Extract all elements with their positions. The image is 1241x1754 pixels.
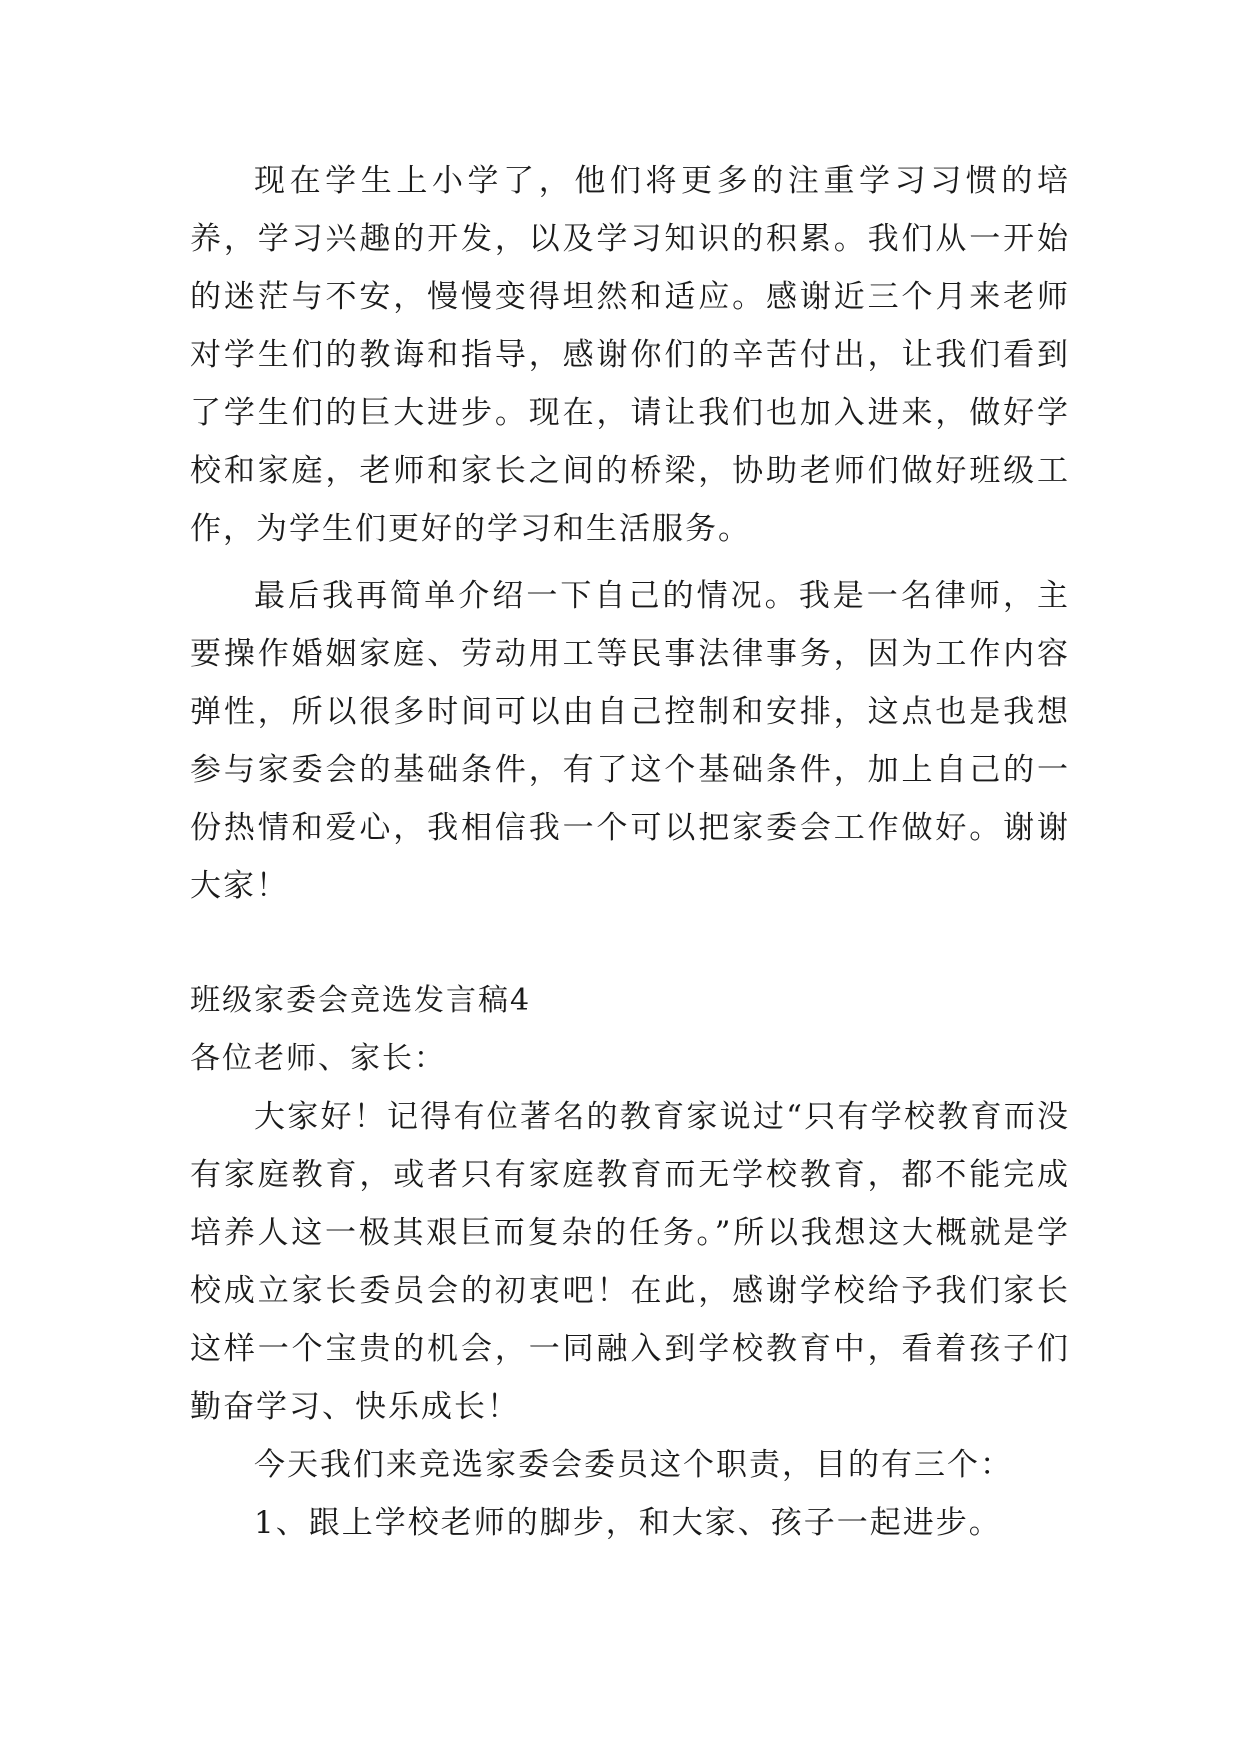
section-a-paragraph-1: 现在学生上小学了，他们将更多的注重学习习惯的培养，学习兴趣的开发，以及学习知识的积累。我们从一开始的迷茫与不安，慢慢变得坦然和适应。感谢近三个月来老师对学生们的教诲和指导，感谢你们的辛苦付出，让我们看到了学生们的巨大进步。现在，请让我们也加入进来，做好学校和家庭，老师和家长之间的桥梁，协助老师们做好班级工作，为学生们更好的学习和生活服务。 [190,163,1070,547]
section-b-paragraph-1: 大家好！记得有位著名的教育家说过“只有学校教育而没有家庭教育，或者只有家庭教育而无学校教育，都不能完成培养人这一极其艰巨而复杂的任务。”所以我想这大概就是学校成立家长委员会的初衷吧！在此，感谢学校给予我们家长这样一个宝贵的机会，一同融入到学校教育中，看着孩子们勤奋学习、快乐成长！ [190,1099,1070,1425]
section-a-paragraph-1-block [190,152,1070,558]
greeting: 各位老师、家长： [190,1041,446,1076]
section-title: 班级家委会竞选发言稿4 [190,983,532,1018]
section-b [190,972,1070,1552]
section-a-paragraph-2-block [190,567,1070,915]
section-b-list-item-1: 1、跟上学校老师的脚步，和大家、孩子一起进步。 [254,1505,1002,1541]
section-a-paragraph-2: 最后我再简单介绍一下自己的情况。我是一名律师，主要操作婚姻家庭、劳动用工等民事法律事务，因为工作内容弹性，所以很多时间可以由自己控制和安排，这点也是我想参与家委会的基础条件，有了这个基础条件，加上自己的一份热情和爱心，我相信我一个可以把家委会工作做好。谢谢大家！ [190,578,1070,904]
section-b-paragraph-2: 今天我们来竞选家委会委员这个职责，目的有三个： [254,1447,1013,1483]
